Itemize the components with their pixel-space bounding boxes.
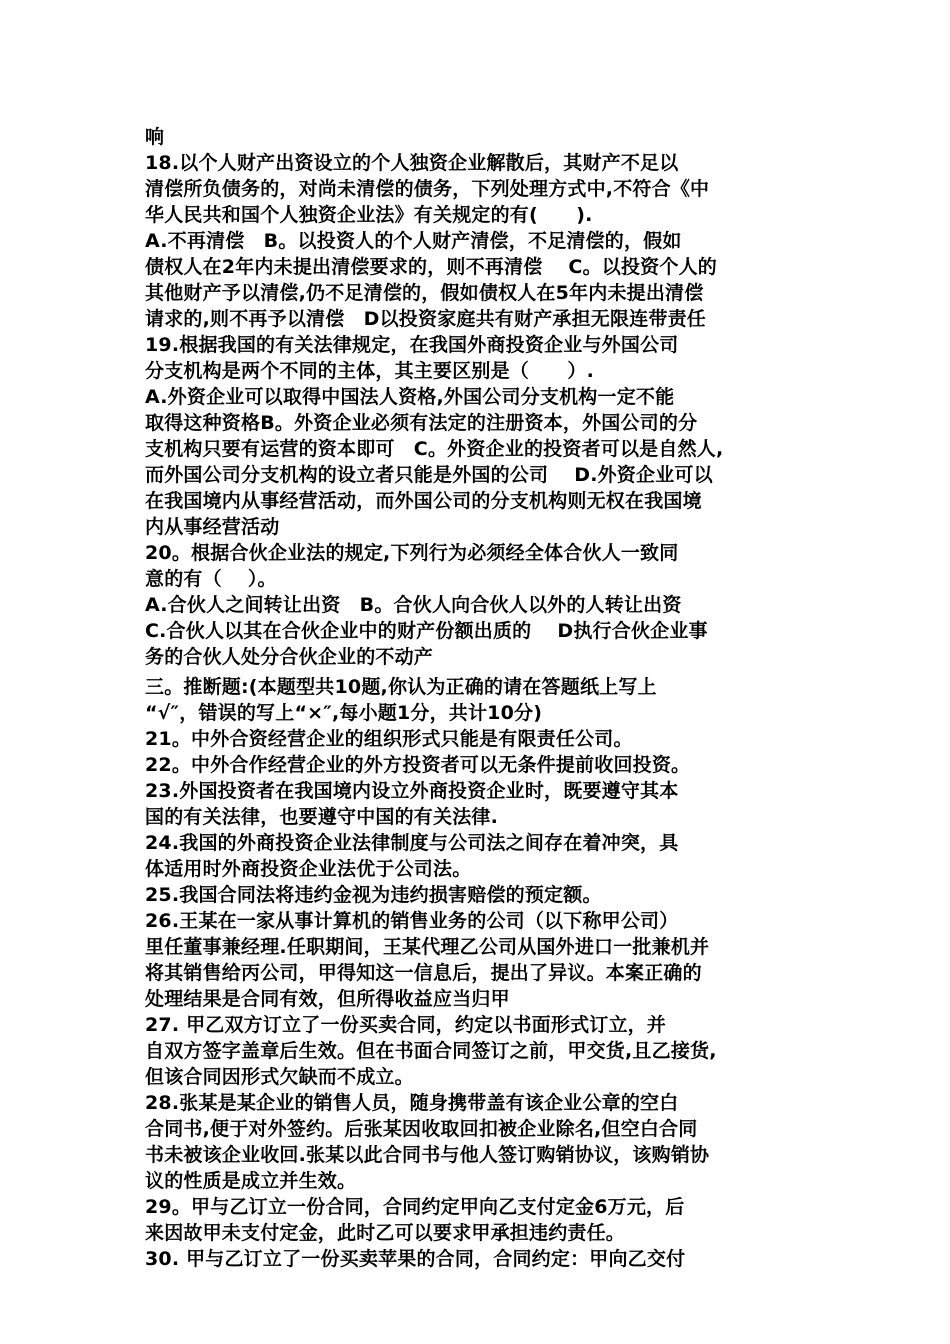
text-line: 取得这种资格B。外资企业必须有法定的注册资本，外国公司的分 bbox=[145, 412, 698, 434]
text-line: 内从事经营活动 bbox=[145, 516, 280, 538]
text-line: 清偿所负债务的，对尚未清偿的债务，下列处理方式中,不符合《中 bbox=[145, 178, 710, 200]
text-line: 20。根据合伙企业法的规定,下列行为必须经全体合伙人一致同 bbox=[145, 542, 679, 564]
text-line: 26.王某在一家从事计算机的销售业务的公司（以下称甲公司） bbox=[145, 910, 679, 932]
text-line: 其他财产予以清偿,仍不足清偿的，假如债权人在5年内未提出清偿 bbox=[145, 282, 704, 304]
text-line: 国的有关法律，也要遵守中国的有关法律. bbox=[145, 806, 499, 828]
text-line: 请求的,则不再予以清偿 D以投资家庭共有财产承担无限连带责任 bbox=[145, 308, 706, 330]
text-line: 将其销售给丙公司，甲得知这一信息后，提出了异议。本案正确的 bbox=[145, 962, 702, 984]
text-line: 意的有（ ）。 bbox=[145, 568, 277, 590]
text-line: 议的性质是成立并生效。 bbox=[145, 1170, 357, 1192]
text-line: 27. 甲乙双方订立了一份买卖合同，约定以书面形式订立，并 bbox=[145, 1014, 667, 1036]
text-line: 支机构只要有运营的资本即可 C。外资企业的投资者可以是自然人, bbox=[145, 438, 724, 460]
text-line: 处理结果是合同有效，但所得收益应当归甲 bbox=[145, 988, 510, 1010]
text-line: 来因故甲未支付定金，此时乙可以要求甲承担违约责任。 bbox=[145, 1222, 626, 1244]
text-line: 而外国公司分支机构的设立者只能是外国的公司 D.外资企业可以 bbox=[145, 464, 713, 486]
text-line: A.合伙人之间转让出资 B。合伙人向合伙人以外的人转让出资 bbox=[145, 594, 682, 616]
text-line: 响 bbox=[145, 126, 165, 148]
text-line: 分支机构是两个不同的主体，其主要区别是（ ）. bbox=[145, 360, 595, 382]
text-line: 合同书,便于对外签约。后张某因收取回扣被企业除名,但空白合同 bbox=[145, 1118, 698, 1140]
text-line: 在我国境内从事经营活动，而外国公司的分支机构则无权在我国境 bbox=[145, 490, 702, 512]
text-line: 务的合伙人处分合伙企业的不动产 bbox=[145, 646, 434, 668]
text-line: 债权人在2年内未提出清偿要求的，则不再清偿 C。以投资个人的 bbox=[145, 256, 717, 278]
text-line: 24.我国的外商投资企业法律制度与公司法之间存在着冲突，具 bbox=[145, 832, 679, 854]
text-line: 25.我国合同法将违约金视为违约损害赔偿的预定额。 bbox=[145, 884, 602, 906]
text-line: 29。甲与乙订立一份合同，合同约定甲向乙支付定金6万元，后 bbox=[145, 1196, 685, 1218]
text-line: 体适用时外商投资企业法优于公司法。 bbox=[145, 858, 472, 880]
text-line: 19.根据我国的有关法律规定，在我国外商投资企业与外国公司 bbox=[145, 334, 679, 356]
text-line: 华人民共和国个人独资企业法》有关规定的有( ). bbox=[145, 204, 593, 226]
text-line: 里任董事兼经理.任职期间，王某代理乙公司从国外进口一批兼机并 bbox=[145, 936, 710, 958]
text-line: 23.外国投资者在我国境内设立外商投资企业时，既要遵守其本 bbox=[145, 780, 679, 802]
text-line: A.不再清偿 B。以投资人的个人财产清偿，不足清偿的，假如 bbox=[145, 230, 682, 252]
text-line: 30. 甲与乙订立了一份买卖苹果的合同，合同约定：甲向乙交付 bbox=[145, 1248, 686, 1270]
text-line: 自双方签字盖章后生效。但在书面合同签订之前，甲交货,且乙接货, bbox=[145, 1040, 717, 1062]
text-line: C.合伙人以其在合伙企业中的财产份额出质的 D执行合伙企业事 bbox=[145, 620, 708, 642]
text-line: 书未被该企业收回.张某以此合同书与他人签订购销协议，该购销协 bbox=[145, 1144, 710, 1166]
text-line: A.外资企业可以取得中国法人资格,外国公司分支机构一定不能 bbox=[145, 386, 675, 408]
text-line: 21。中外合资经营企业的组织形式只能是有限责任公司。 bbox=[145, 728, 633, 750]
text-line: 但该合同因形式欠缺而不成立。 bbox=[145, 1066, 414, 1088]
text-line: “√″，错误的写上“×″,每小题1分，共计10分) bbox=[145, 702, 543, 724]
text-line: 28.张某是某企业的销售人员，随身携带盖有该企业公章的空白 bbox=[145, 1092, 679, 1114]
text-line: 三。推断题:(本题型共10题,你认为正确的请在答题纸上写上 bbox=[145, 676, 657, 698]
text-line: 18.以个人财产出资设立的个人独资企业解散后，其财产不足以 bbox=[145, 152, 679, 174]
text-line: 22。中外合作经营企业的外方投资者可以无条件提前收回投资。 bbox=[145, 754, 691, 776]
